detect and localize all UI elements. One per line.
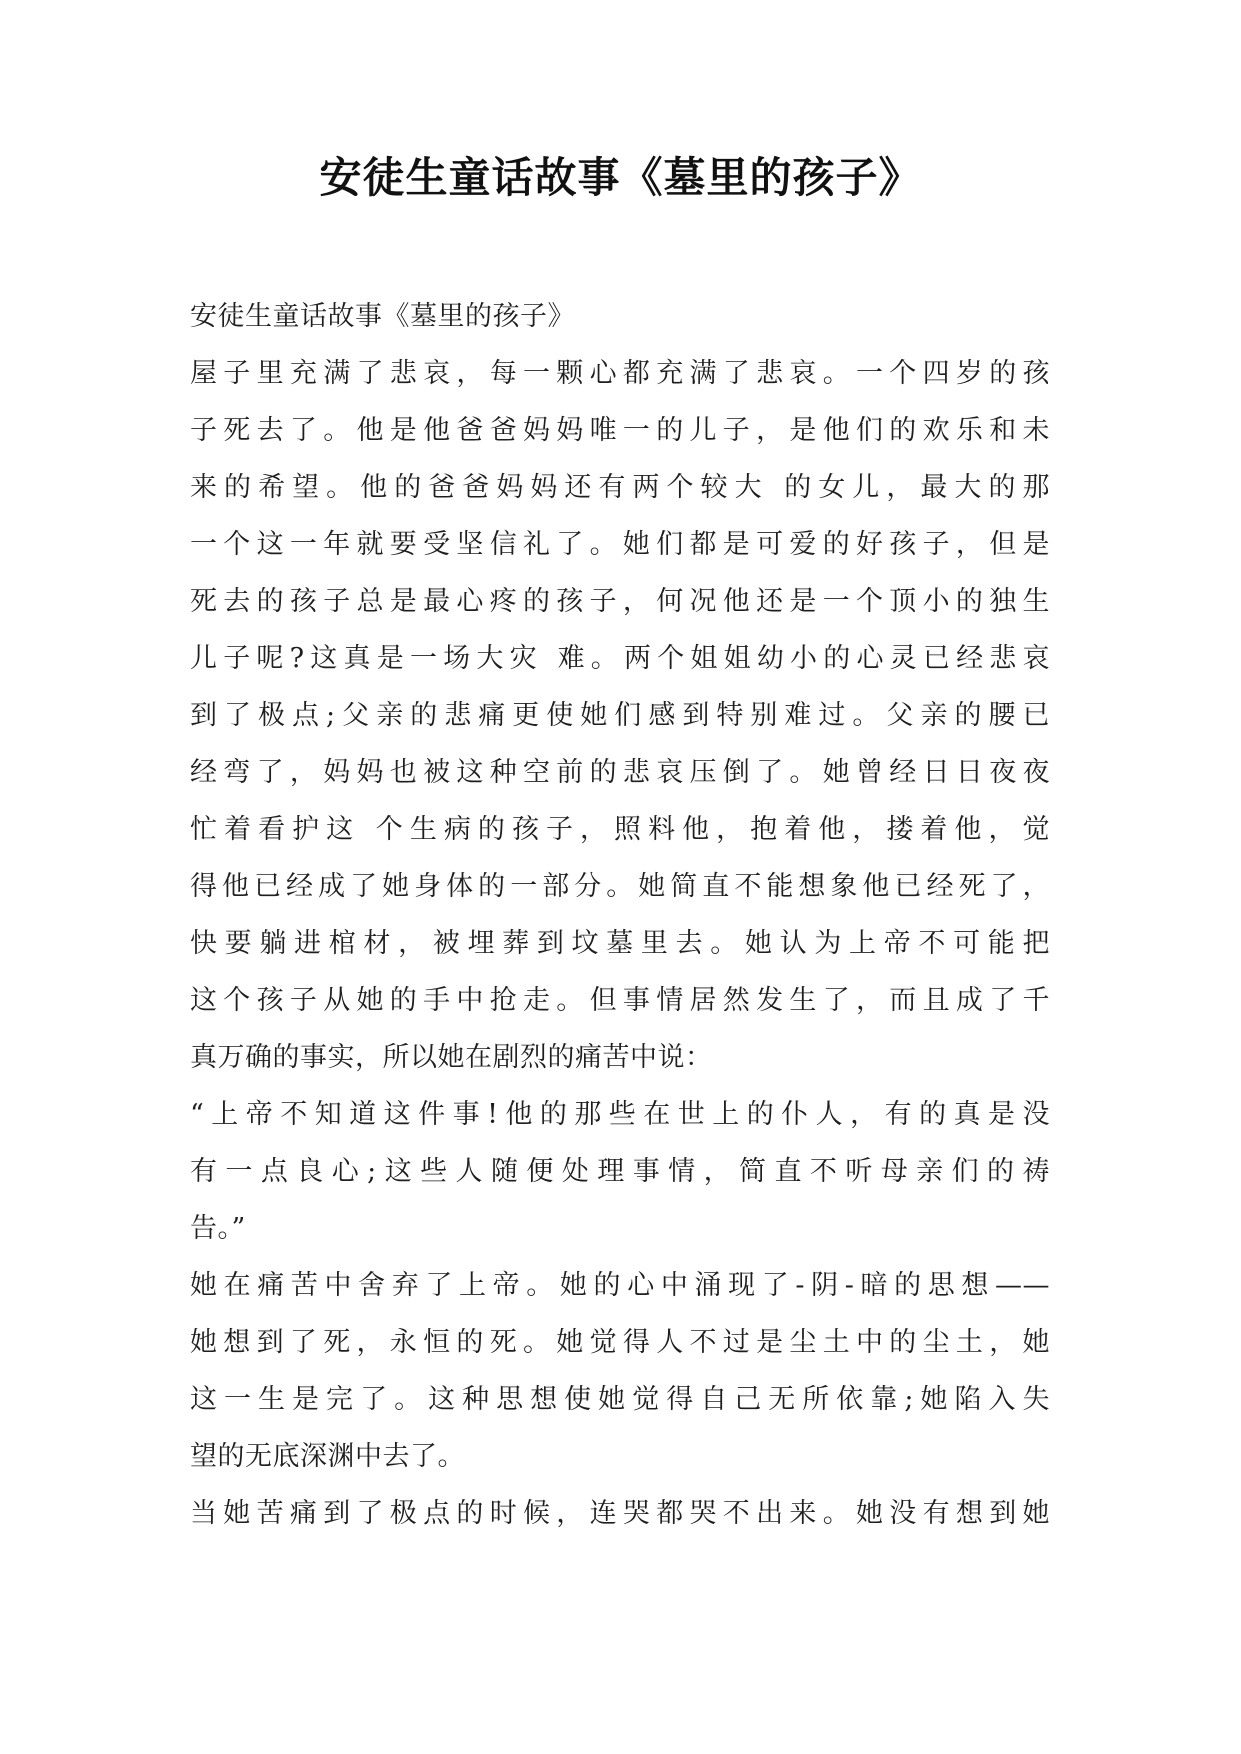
- body-line: 真万确的事实，所以她在剧烈的痛苦中说：: [190, 1042, 713, 1073]
- body-line: 来的希望。他的爸爸妈妈还有两个较大 的女儿，最大的那: [190, 472, 1050, 503]
- body-line: 儿子呢?这真是一场大灾 难。两个姐姐幼小的心灵已经悲哀: [190, 643, 1050, 674]
- body-line: 她在痛苦中舍弃了上帝。她的心中涌现了-阴-暗的思想——: [190, 1270, 1050, 1301]
- body-line: 到了极点;父亲的悲痛更使她们感到特别难过。父亲的腰已: [190, 700, 1050, 731]
- body-line: 这个孩子从她的手中抢走。但事情居然发生了，而且成了千: [190, 985, 1050, 1016]
- body-line: 告。”: [190, 1213, 246, 1244]
- document-title: 安徒生童话故事《墓里的孩子》: [319, 153, 922, 202]
- body-line: 死去的孩子总是最心疼的孩子，何况他还是一个顶小的独生: [190, 586, 1050, 617]
- body-line: 一个这一年就要受坚信礼了。她们都是可爱的好孩子，但是: [190, 529, 1050, 560]
- document-body: [190, 288, 1050, 1542]
- body-line: 快要躺进棺材，被埋葬到坟墓里去。她认为上帝不可能把: [190, 928, 1050, 959]
- body-line: 经弯了，妈妈也被这种空前的悲哀压倒了。她曾经日日夜夜: [190, 757, 1050, 788]
- body-line: 安徒生童话故事《墓里的孩子》: [190, 301, 575, 332]
- body-line: 当她苦痛到了极点的时候，连哭都哭不出来。她没有想到她: [190, 1498, 1050, 1529]
- body-line: 她想到了死，永恒的死。她觉得人不过是尘土中的尘土，她: [190, 1327, 1050, 1358]
- body-line: 得他已经成了她身体的一部分。她简直不能想象他已经死了，: [190, 871, 1050, 902]
- body-line: 屋子里充满了悲哀，每一颗心都充满了悲哀。一个四岁的孩: [190, 358, 1050, 389]
- body-line: 望的无底深渊中去了。: [190, 1441, 465, 1472]
- body-line: 忙着看护这 个生病的孩子，照料他，抱着他，搂着他，觉: [190, 814, 1050, 845]
- body-line: 有一点良心;这些人随便处理事情，简直不听母亲们的祷: [190, 1156, 1050, 1187]
- body-line: 这一生是完了。这种思想使她觉得自己无所依靠;她陷入失: [190, 1384, 1050, 1415]
- body-line: 子死去了。他是他爸爸妈妈唯一的儿子，是他们的欢乐和未: [190, 415, 1050, 446]
- body-line: “上帝不知道这件事!他的那些在世上的仆人，有的真是没: [190, 1099, 1050, 1130]
